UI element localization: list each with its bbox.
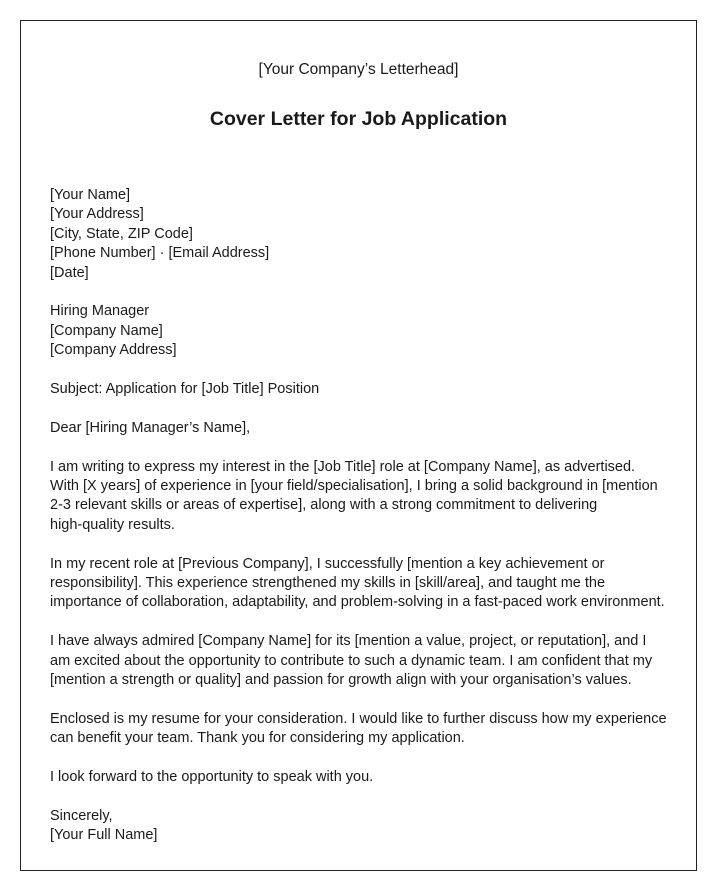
letter-page xyxy=(20,20,697,871)
sender-name: [Your Name] xyxy=(50,187,131,203)
paragraph-1 xyxy=(50,458,680,536)
paragraph-line: importance of collaboration, adaptability, and problem-solving in a fast-paced work environment. xyxy=(50,594,665,611)
sender-contact: [Phone Number] · [Email Address] xyxy=(50,245,270,262)
paragraph-line: responsibility]. This experience strengthened my skills in [skill/area], and taught me the xyxy=(50,575,606,592)
subject-text: Subject: Application for [Job Title] Position xyxy=(50,381,320,398)
closing-block xyxy=(50,807,680,846)
recipient-block xyxy=(50,302,680,360)
paragraph-line: 2-3 relevant skills or areas of expertise], along with a strong commitment to delivering xyxy=(50,497,598,514)
paragraph-line: In my recent role at [Previous Company], I successfully [mention a key achievement or xyxy=(50,555,605,572)
sender-city: [City, State, ZIP Code] xyxy=(50,225,193,242)
closing: Sincerely, xyxy=(50,807,113,824)
paragraph-4 xyxy=(50,710,680,749)
paragraph-line: I am writing to express my interest in the [Job Title] role at [Company Name], as advertised. xyxy=(50,458,636,475)
sender-address: [Your Address] xyxy=(50,206,144,223)
signature-name: [Your Full Name] xyxy=(50,827,158,844)
paragraph-line: Enclosed is my resume for your consideration. I would like to further discuss how my experience xyxy=(50,710,667,727)
sender-block xyxy=(50,186,680,283)
paragraph-line: With [X years] of experience in [your field/specialisation], I bring a solid background in [mention xyxy=(50,478,658,495)
paragraph-line: [mention a strength or quality] and passion for growth align with your organisation’s values. xyxy=(50,672,632,689)
paragraph-5 xyxy=(50,768,680,787)
subject-line xyxy=(50,380,680,399)
page-title: Cover Letter for Job Application xyxy=(209,108,508,130)
salutation-text: Dear [Hiring Manager’s Name], xyxy=(50,419,251,436)
paragraph-line: high-quality results. xyxy=(50,516,175,533)
paragraph-3 xyxy=(50,632,680,690)
letter-body xyxy=(50,186,680,865)
paragraph-line: can benefit your team. Thank you for considering my application. xyxy=(50,730,465,747)
recipient-company: [Company Name] xyxy=(50,322,163,339)
recipient-title: Hiring Manager xyxy=(50,303,150,320)
paragraph-line: I have always admired [Company Name] for its [mention a value, project, or reputation], and I xyxy=(50,633,647,650)
salutation xyxy=(50,419,680,438)
letterhead: [Your Company’s Letterhead] xyxy=(258,61,459,78)
letter-date: [Date] xyxy=(50,264,89,281)
paragraph-line: I look forward to the opportunity to speak with you. xyxy=(50,769,374,786)
paragraph-line: am excited about the opportunity to contribute to such a dynamic team. I am confident that my xyxy=(50,652,653,669)
paragraph-2 xyxy=(50,555,680,613)
recipient-address: [Company Address] xyxy=(50,342,177,359)
